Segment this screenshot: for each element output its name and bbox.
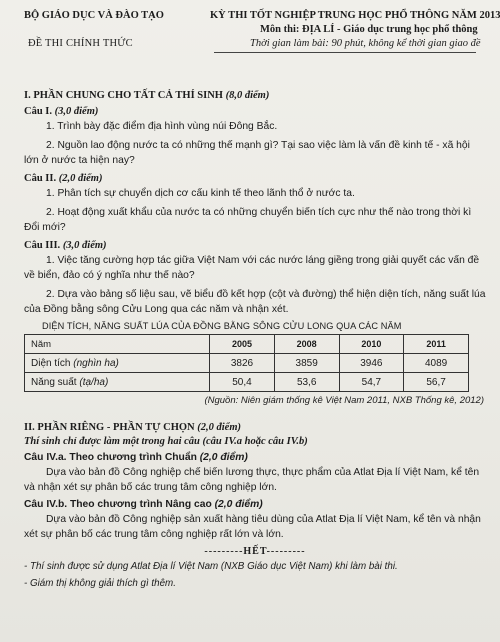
exam-header bbox=[24, 8, 500, 58]
ministry-name: BỘ GIÁO DỤC VÀ ĐÀO TẠO bbox=[24, 10, 164, 21]
table-cell: 3946 bbox=[339, 354, 404, 373]
question-4b-points: (2,0 điểm) bbox=[214, 499, 263, 510]
question-3-heading bbox=[24, 240, 486, 251]
table-head-2010: 2010 bbox=[339, 335, 404, 354]
question-1-points: (3,0 điểm) bbox=[54, 106, 99, 117]
table-cell: 3859 bbox=[274, 354, 339, 373]
part2-title: II. PHẦN RIÊNG - PHẦN TỰ CHỌN bbox=[24, 422, 195, 433]
table-title: DIỆN TÍCH, NĂNG SUẤT LÚA CỦA ĐỒNG BẰNG SÔNG CỬU LONG QUA CÁC NĂM bbox=[42, 321, 402, 331]
table-row bbox=[25, 354, 469, 373]
exam-title: KỲ THI TỐT NGHIỆP TRUNG HỌC PHỔ THÔNG NĂM 2013 bbox=[210, 10, 500, 21]
table-cell: 3826 bbox=[210, 354, 275, 373]
row-yield-label bbox=[25, 373, 210, 392]
part1-heading bbox=[24, 90, 486, 101]
row-yield-unit: (tạ/ha) bbox=[79, 376, 109, 388]
question-2-part-1: 1. Phân tích sự chuyển dịch cơ cấu kinh tế theo lãnh thổ ở nước ta. bbox=[46, 188, 355, 199]
question-4a-points: (2,0 điểm) bbox=[199, 452, 248, 463]
exam-time: Thời gian làm bài: 90 phút, không kể thời gian giao đề bbox=[250, 38, 481, 49]
table-head-2008: 2008 bbox=[274, 335, 339, 354]
part2-heading bbox=[24, 422, 486, 433]
row-yield-name: Năng suất bbox=[31, 376, 80, 388]
footer-note-1: - Thí sinh được sử dụng Atlat Địa lí Việt Nam (NXB Giáo dục Việt Nam) khi làm bài thi. bbox=[24, 561, 398, 572]
table-source: (Nguồn: Niên giám thống kê Việt Nam 2011, NXB Thống kê, 2012) bbox=[204, 395, 484, 406]
footer-note-2: - Giám thị không giải thích gì thêm. bbox=[24, 578, 176, 589]
question-3-part-1: 1. Việc tăng cường hợp tác giữa Việt Nam với các nước láng giềng trong giải quyết các vấn đề về biển, đảo có ý nghĩa như thế nào? bbox=[24, 255, 480, 281]
table-head-2005: 2005 bbox=[210, 335, 275, 354]
question-4a-title: Câu IV.a. Theo chương trình Chuẩn bbox=[24, 452, 197, 463]
table-cell: 54,7 bbox=[339, 373, 404, 392]
question-1-title: Câu I. bbox=[24, 106, 53, 117]
rice-data-table bbox=[24, 334, 469, 392]
question-3-part-2: 2. Dựa vào bảng số liệu sau, vẽ biểu đồ kết hợp (cột và đường) thể hiện diện tích, năng suất lúa của Đồng bằng sông Cửu Long qua các năm và nhận xét. bbox=[24, 289, 486, 315]
part2-points: (2,0 điểm) bbox=[197, 422, 242, 433]
table-cell: 53,6 bbox=[274, 373, 339, 392]
official-label: ĐỀ THI CHÍNH THỨC bbox=[28, 38, 133, 49]
table-cell: 50,4 bbox=[210, 373, 275, 392]
exam-subject: Môn thi: ĐỊA LÍ - Giáo dục trung học phổ thông bbox=[260, 24, 478, 35]
question-2-heading bbox=[24, 173, 486, 184]
question-2-points: (2,0 điểm) bbox=[58, 173, 103, 184]
question-1-heading bbox=[24, 106, 486, 117]
part1-points: (8,0 điểm) bbox=[225, 90, 270, 101]
question-4a-heading bbox=[24, 452, 486, 463]
end-marker: ---------HẾT--------- bbox=[204, 546, 306, 557]
row-area-unit: (nghìn ha) bbox=[73, 357, 119, 369]
question-3-points: (3,0 điểm) bbox=[62, 240, 107, 251]
part1-title: I. PHẦN CHUNG CHO TẤT CẢ THÍ SINH bbox=[24, 90, 223, 101]
header-rule bbox=[214, 52, 476, 53]
row-area-name: Diện tích bbox=[31, 357, 74, 369]
table-head-year: Năm bbox=[25, 335, 210, 354]
question-3-title: Câu III. bbox=[24, 240, 61, 251]
question-4b-heading bbox=[24, 499, 486, 510]
table-head-2011: 2011 bbox=[404, 335, 469, 354]
question-1-part-2: 2. Nguồn lao động nước ta có những thế mạnh gì? Tại sao việc làm là vấn đề kinh tế - xã hội lớn ở nước ta hiện nay? bbox=[24, 140, 470, 166]
table-header-row bbox=[25, 335, 469, 354]
row-area-label bbox=[25, 354, 210, 373]
table-row bbox=[25, 373, 469, 392]
table-cell: 56,7 bbox=[404, 373, 469, 392]
part2-instruction: Thí sinh chỉ được làm một trong hai câu (câu IV.a hoặc câu IV.b) bbox=[24, 436, 308, 447]
table-cell: 4089 bbox=[404, 354, 469, 373]
question-2-part-2: 2. Hoạt động xuất khẩu của nước ta có những chuyển biến tích cực như thế nào trong thời kì Đổi mới? bbox=[24, 207, 472, 233]
question-4a-text: Dựa vào bản đồ Công nghiệp chế biến lương thực, thực phẩm của Atlat Địa lí Việt Nam, kể tên và nhận xét sự phân bố các trung tâm công nghiệp lớn. bbox=[24, 467, 480, 493]
question-1-part-1: 1. Trình bày đặc điểm địa hình vùng núi Đông Bắc. bbox=[46, 121, 278, 132]
question-4b-text: Dựa vào bản đồ Công nghiệp sản xuất hàng tiêu dùng của Atlat Địa lí Việt Nam, kể tên và nhận xét sự phân bố các trung tâm công nghiệp rất lớn và lớn. bbox=[24, 514, 481, 540]
question-2-title: Câu II. bbox=[24, 173, 57, 184]
question-4b-title: Câu IV.b. Theo chương trình Nâng cao bbox=[24, 499, 212, 510]
